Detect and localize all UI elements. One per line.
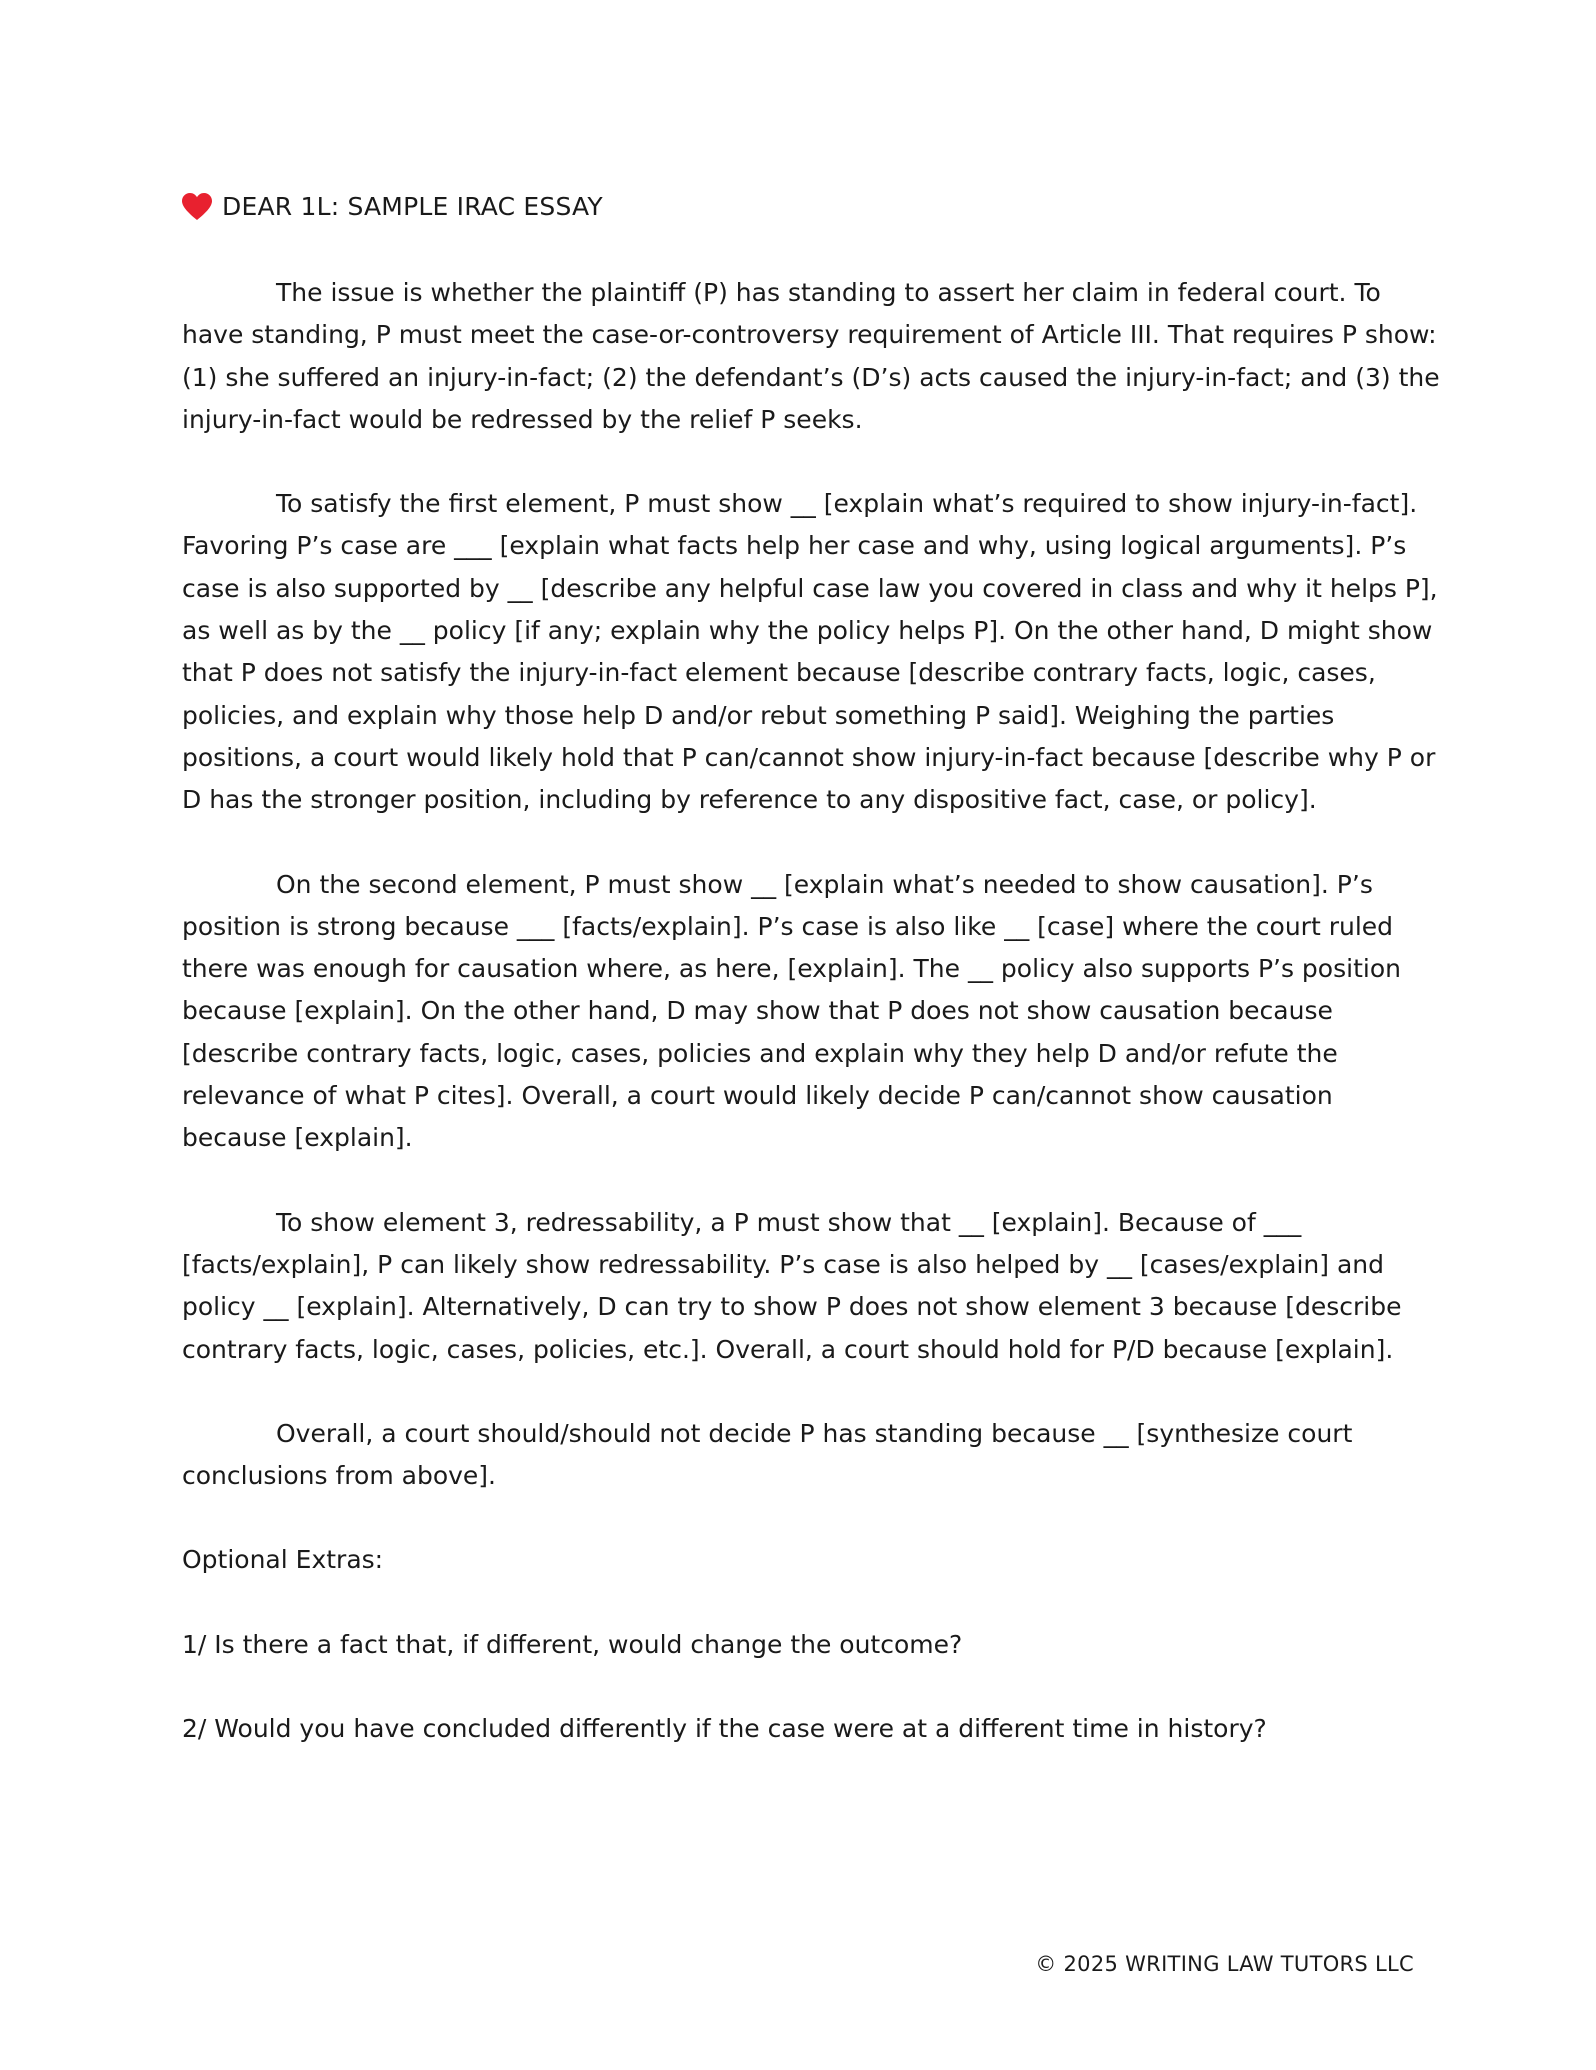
heart-icon xyxy=(182,193,212,221)
extras-item: 2/ Would you have concluded differently if the case were at a different time in history? xyxy=(182,1714,1267,1744)
element-one-paragraph: To satisfy the first element, P must show __ [explain what’s required to show injury-in-fact]. Favoring P’s case are ___ [explain what facts help her case and why, using logical arguments]. P’s case is also supported by __ [describe any helpful case law you covered in class and why it helps P], as well as by the __ policy [if any; explain why the policy helps P]. On the other hand, D might show that P does not satisfy the injury-in-fact element because [describe contrary facts, logic, cases, policies, and explain why those help D and/or rebut something P said]. Weighing the parties positions, a court would likely hold that P can/cannot show injury-in-fact because [describe why P or D has the stronger position, including by reference to any dispositive fact, case, or policy]. xyxy=(182,489,1438,815)
element-three-paragraph: To show element 3, redressability, a P must show that __ [explain]. Because of ___ [facts/explain], P can likely show redressability. P’s case is also helped by __ [cases/explain] and policy __ [explain]. Alternatively, D can try to show P does not show element 3 because [describe contrary facts, logic, cases, policies, etc.]. Overall, a court should hold for P/D because [explain]. xyxy=(182,1207,1402,1364)
document-title: DEAR 1L: SAMPLE IRAC ESSAY xyxy=(222,192,603,221)
conclusion-paragraph: Overall, a court should/should not decide P has standing because __ [synthesize court conclusions from above]. xyxy=(182,1418,1353,1491)
extras-item: 1/ Is there a fact that, if different, would change the outcome? xyxy=(182,1629,963,1659)
optional-extras-label: Optional Extras: xyxy=(182,1545,384,1575)
copyright-footer: © 2025 WRITING LAW TUTORS LLC xyxy=(1035,1952,1414,1976)
document-header xyxy=(182,190,1442,224)
element-two-paragraph: On the second element, P must show __ [explain what’s needed to show causation]. P’s position is strong because ___ [facts/explain]. P’s case is also like __ [case] where the court ruled there was enough for causation where, as here, [explain]. The __ policy also supports P’s position because [explain]. On the other hand, D may show that P does not show causation because [describe contrary facts, logic, cases, policies and explain why they help D and/or refute the relevance of what P cites]. Overall, a court would likely decide P can/cannot show causation because [explain]. xyxy=(182,869,1401,1153)
document-page xyxy=(182,190,1442,1792)
issue-paragraph: The issue is whether the plaintiff (P) has standing to assert her claim in federal court. To have standing, P must meet the case-or-controversy requirement of Article III. That requires P show: (1) she suffered an injury-in-fact; (2) the defendant’s (D’s) acts caused the injury-in-fact; and (3) the injury-in-fact would be redressed by the relief P seeks. xyxy=(182,278,1440,434)
